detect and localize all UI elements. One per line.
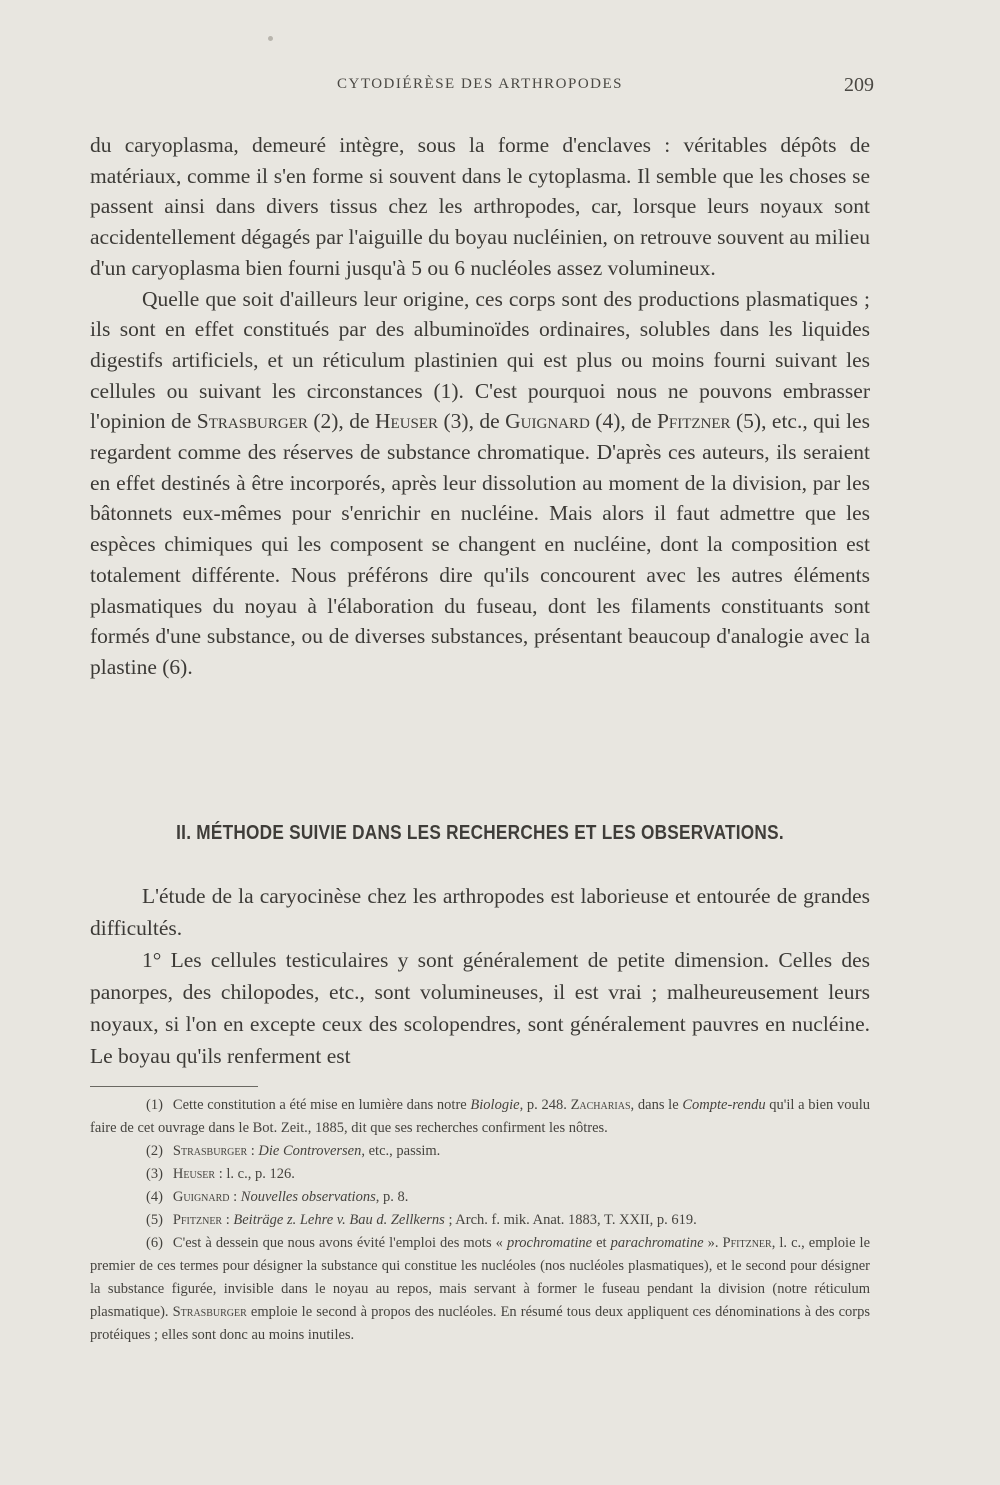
paragraph-continuation: du caryoplasma, demeuré intègre, sous la forme d'enclaves : véritables dépôts de matériaux, comme il s'en forme si souvent dans le cytoplasma. Il semble que les choses se passent ainsi dans divers tissus chez les arthropodes, car, lorsque leurs noyaux sont accidentellement dégagés par l'aiguille du boyau nucléinien, on retrouve souvent au milieu d'un caryoplasma bien fourni jusqu'à 5 ou 6 nucléoles assez volumineux.: [90, 133, 870, 280]
footnotes: [90, 1094, 870, 1347]
author-pfitzner: Pfitzner: [656, 409, 731, 434]
section-paragraph-intro: L'étude de la caryocinèse chez les arthropodes est laborieuse et entourée de grandes difficultés.: [90, 884, 870, 940]
footnote-6: (6) C'est à dessein que nous avons évité l'emploi des mots « prochromatine et parachromatine ». Pfitzner, l. c., emploie le premier de ces termes pour désigner la substance qui constitue les nucléoles (nos nucléoles plasmatiques), et le second pour désigner la substance figurée, invisible dans le noyau au repos, mais servant à former le fuseau pendant la division (notre réticulum plasmatique). Strasburger emploie le second à propos des nucléoles. En résumé tous deux appliquent ces dénominations à des corps protéiques ; elles sont donc au moins inutiles.: [90, 1235, 871, 1343]
footnote-4: (4) Guignard : Nouvelles observations, p. 8.: [146, 1189, 409, 1205]
running-header: [90, 74, 874, 100]
body-text: [90, 130, 870, 683]
author-heuser: Heuser: [375, 409, 439, 434]
paragraph-origin: Quelle que soit d'ailleurs leur origine, ces corps sont des productions plasmatiques ; ils sont en effet constitués par des albuminoïdes ordinaires, solubles dans les liquides digestifs artificiels, et un réticulum plastinien qui est plus ou moins fourni suivant les cellules ou suivant les circonstances (1). C'est pourquoi nous ne pouvons embrasser l'opinion de Strasburger (2), de Heuser (3), de Guignard (4), de Pfitzner (5), etc., qui les regardent comme des réserves de substance chromatique. D'après ces auteurs, ils seraient en effet destinés à être incorporés, après leur dissolution au moment de la division, par les bâtonnets eux-mêmes pour s'enrichir en nucléine. Mais alors il faut admettre que les espèces chimiques qui les composent se changent en nucléine, dont la composition est totalement différente. Nous préférons dire qu'ils concourent avec les autres éléments plasmatiques du noyau à l'élaboration du fuseau, dont les filaments constituants sont formés d'une substance, ou de diverses substances, présentant beaucoup d'analogie avec la plastine (6).: [90, 286, 870, 679]
running-title: CYTODIÉRÈSE DES ARTHROPODES: [336, 76, 623, 92]
page-number: 209: [844, 74, 874, 96]
footnote-1: (1) Cette constitution a été mise en lumière dans notre Biologie, p. 248. Zacharias, dans le Compte-rendu qu'il a bien voulu faire de cet ouvrage dans le Bot. Zeit., 1885, dit que ses recherches confirment les nôtres.: [90, 1097, 871, 1136]
footnote-divider: [90, 1086, 258, 1087]
footnote-5: (5) Pfitzner : Beiträge z. Lehre v. Bau d. Zellkerns ; Arch. f. mik. Anat. 1883, T. XXII, p. 619.: [146, 1212, 697, 1228]
section-body: [90, 880, 870, 1072]
section-heading: II. MÉTHODE SUIVIE DANS LES RECHERCHES ET LES OBSERVATIONS.: [176, 822, 784, 844]
author-guignard: Guignard: [505, 409, 590, 434]
section-paragraph-first-point: 1° Les cellules testiculaires y sont généralement de petite dimension. Celles des panorpes, des chilopodes, etc., sont volumineuses, il est vrai ; malheureusement leurs noyaux, si l'on en excepte ceux des scolopendres, sont généralement pauvres en nucléine. Le boyau qu'ils renferment est: [90, 948, 870, 1068]
footnote-3: (3) Heuser : l. c., p. 126.: [146, 1166, 295, 1182]
ink-speck: [268, 36, 273, 41]
footnote-2: (2) Strasburger : Die Controversen, etc., passim.: [146, 1143, 441, 1159]
author-strasburger: Strasburger: [196, 409, 308, 434]
